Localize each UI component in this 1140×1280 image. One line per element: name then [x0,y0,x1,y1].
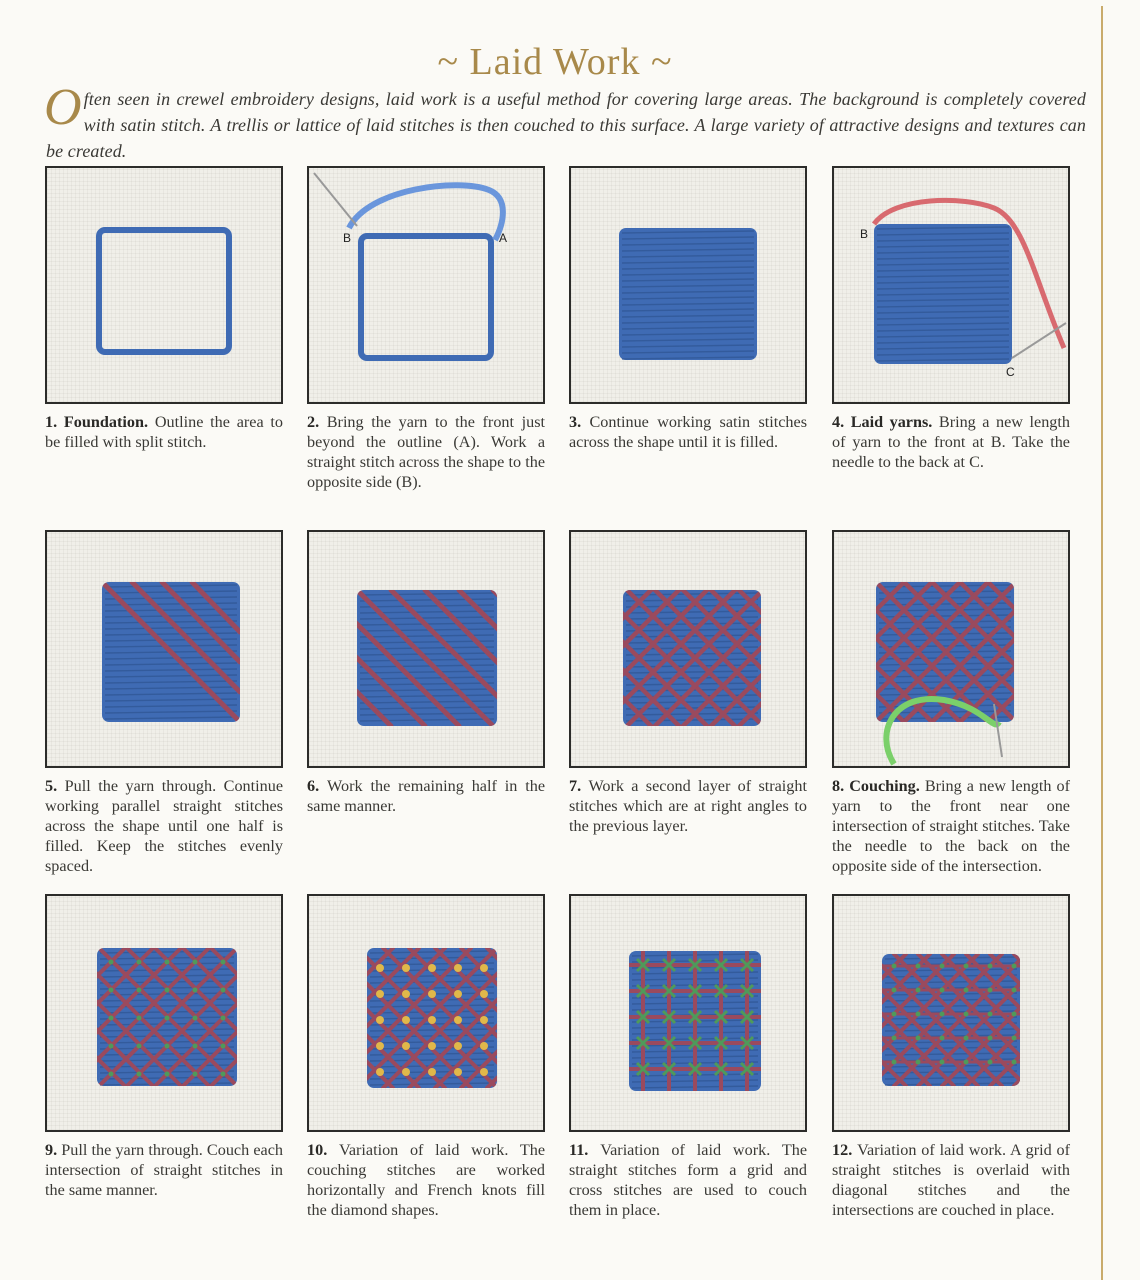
intro-paragraph [44,79,1086,164]
drop-cap: O [44,79,82,136]
step-text: Pull the yarn through. Continue working parallel straight stitches across the shape until one half is filled. Keep the stitches evenly spaced. [45,777,284,875]
step-text: Pull the yarn through. Couch each intersection of straight stitches in the same manner. [45,1141,283,1199]
step-text: Work the remaining half in the same manner. [307,777,546,815]
step-8-photo [832,530,1070,768]
step-4 [832,166,1070,472]
grid-diagonal-variation-icon [834,896,1068,1130]
intro-text: ften seen in crewel embroidery designs, laid work is a useful method for covering large areas. The background is completely covered with satin stitch. A trellis or lattice of laid stitches is then couched to this surface. A large variety of attractive designs and textures can be created. [46,89,1086,161]
svg-text:B: B [860,227,869,241]
step-number: 9. [45,1141,62,1159]
step-10-caption [307,1140,545,1220]
step-7-photo [569,530,807,768]
step-6-photo [307,530,545,768]
first-stitch-icon [309,168,543,402]
step-4-photo [832,166,1070,404]
step-text: Variation of laid work. The straight stitches form a grid and cross stitches are used to couch them in place. [569,1141,807,1219]
step-12-photo [832,894,1070,1132]
step-5 [45,530,283,876]
half-diagonal-icon [47,532,281,766]
step-text: Bring a new length of yarn to the front near one intersection of straight stitches. Take the needle to the back on the opposite side of the intersection. [832,777,1070,875]
step-10-photo [307,894,545,1132]
step-6 [307,530,545,816]
laid-yarn-icon [834,168,1068,402]
step-11 [569,894,807,1220]
step-1-photo [45,166,283,404]
step-heading: Foundation. [63,413,149,431]
step-text: Variation of laid work. The couching stitches are worked horizontally and French knots fill the diamond shapes. [307,1141,546,1219]
step-text: Work a second layer of straight stitches which are at right angles to the previous layer. [569,777,807,835]
step-3-photo [569,166,807,404]
step-8 [832,530,1070,876]
step-12 [832,894,1070,1220]
step-5-photo [45,530,283,768]
full-diagonal-icon [309,532,543,766]
step-heading: Laid yarns. [850,413,933,431]
step-9-caption [45,1140,283,1200]
step-4-caption [832,412,1070,472]
step-text: Continue working satin stitches across the shape until it is filled. [569,413,807,451]
step-2 [307,166,545,492]
step-number: 10. [307,1141,339,1159]
step-2-caption [307,412,545,492]
step-1-caption [45,412,283,452]
step-number: 3. [569,413,590,431]
couched-lattice-icon [47,896,281,1130]
step-number: 12. [832,1141,858,1159]
step-number: 6. [307,777,328,795]
lattice-icon [571,532,805,766]
step-11-caption [569,1140,807,1220]
step-9 [45,894,283,1200]
outline-square-icon [47,168,281,402]
step-12-caption [832,1140,1070,1220]
step-9-photo [45,894,283,1132]
step-text: Bring a new length of yarn to the front at B. Take the needle to the back at C. [832,413,1070,471]
title-text: Laid Work [469,41,641,83]
page-border-rule [1101,6,1103,1280]
step-10 [307,894,545,1220]
step-3 [569,166,807,452]
step-number: 8. [832,777,850,795]
step-11-photo [569,894,807,1132]
step-text: Bring the yarn to the front just beyond the outline (A). Work a straight stitch across the shape to the opposite side (B). [307,413,545,491]
svg-text:B: B [343,231,352,245]
step-heading: Couching. [849,777,920,795]
step-number: 2. [307,413,327,431]
grid-cross-variation-icon [571,896,805,1130]
page-title: ~ Laid Work ~ [437,41,673,83]
satin-fill-icon [571,168,805,402]
step-7 [569,530,807,836]
step-number: 1. [45,413,64,431]
step-1 [45,166,283,452]
svg-text:C: C [1006,365,1015,379]
step-2-photo [307,166,545,404]
french-knot-variation-icon [309,896,543,1130]
step-7-caption [569,776,807,836]
step-number: 5. [45,777,65,795]
couching-icon [834,532,1068,766]
step-5-caption [45,776,283,876]
step-number: 4. [832,413,851,431]
step-3-caption [569,412,807,452]
step-8-caption [832,776,1070,876]
step-text: Outline the area to be filled with split stitch. [45,413,284,451]
svg-text:A: A [499,231,508,245]
step-6-caption [307,776,545,816]
step-number: 7. [569,777,589,795]
step-text: Variation of laid work. A grid of straight stitches is overlaid with diagonal stitches and the intersections are couched in place. [832,1141,1070,1219]
step-number: 11. [569,1141,601,1159]
